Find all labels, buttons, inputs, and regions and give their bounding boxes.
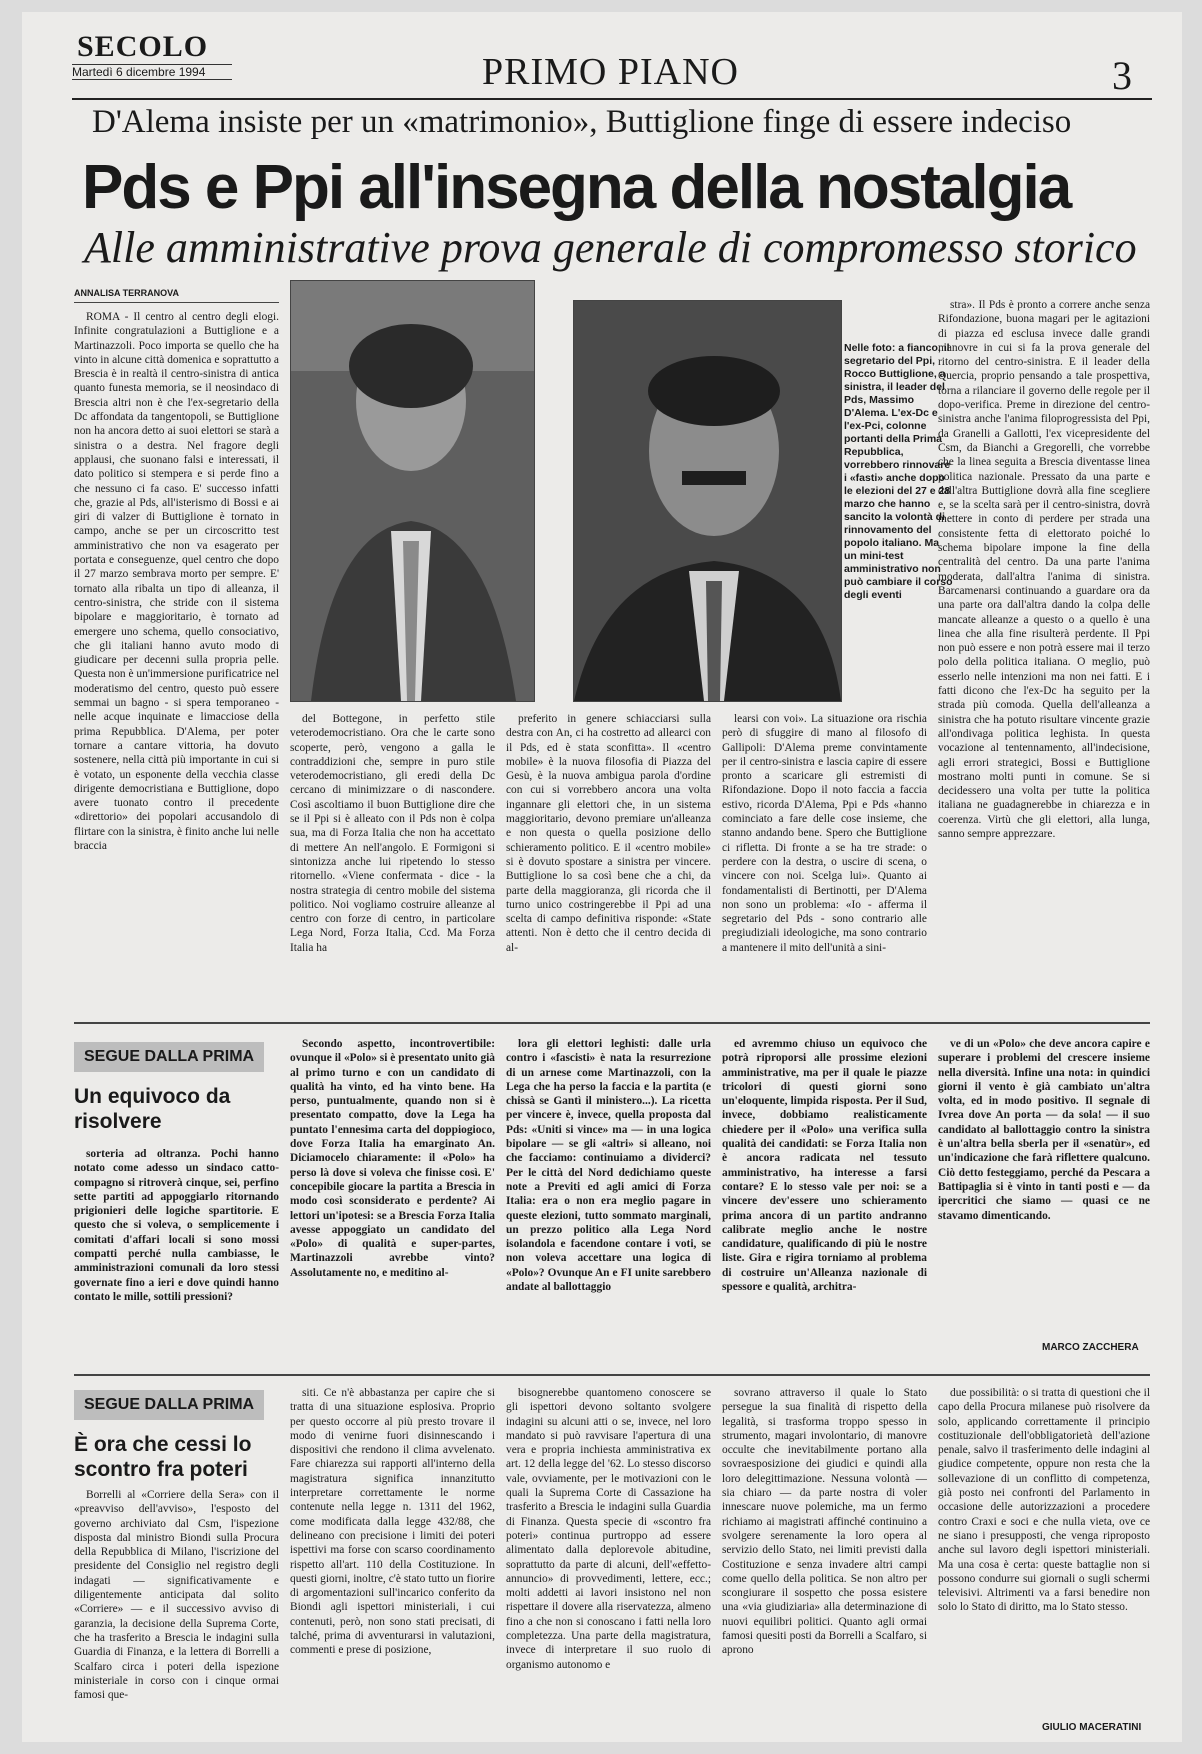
section-title: PRIMO PIANO <box>482 51 739 93</box>
section-divider <box>74 1022 1150 1024</box>
masthead: SECOLO <box>77 30 209 63</box>
box2-column-2: siti. Ce n'è abbastanza per capire che si tratta di una situazione esplosiva. Proprio per questo occorre al più presto trovare il modo di venirne fuori disinnescando i dispositivi che rendono il clima avvelenato. Fare chiarezza sui rapporti all'interno della magistratura significa innanzitutto interpretare correttamente le norme contenute nella legge n. 1311 del 1962, come modificata dalla legge 432/88, che delineano con precisione i limiti dei poteri ispettivi ma forse con scarso coordinamento rispetto all'art. 110 della Costituzione. In questi giorni, inoltre, c'è stato tutto un fiorire di argomentazioni sull'incarico conferito da Biondi agli ispettori ministeriali, i cui contenuti, però, non sono stati precisati, di talché, prima di avventurarsi in valutazioni, commenti e prese di posizione, <box>290 1387 495 1657</box>
portrait-photo-icon <box>574 301 841 701</box>
article-kicker: D'Alema insiste per un «matrimonio», Buttiglione finge di essere indeciso <box>92 104 1072 140</box>
box1-column-3: lora gli elettori leghisti: dalle urla contro i «fascisti» è nata la resurrezione di un arnese come Martinazzoli, con la Lega che ha perso la faccia e la partita (e chissà se Gantì il ministero...). La ricetta per vincere è, invece, quella proposta dal Pds: «Uniti si vince» ma — in una logica bipolare — se gli «altri» si alleano, noi che facciamo: continuiamo a dividerci? Per le città del Nord dedichiamo queste note a Previti ed agli amici di Forza Italia: era o non era meglio pagare in queste elezioni, tutto sommato marginali, un prezzo politico alla Lega Nord isolandola e facendone contare i voti, se non voleva accettare una logica di «Polo»? Ovunque An e FI unite sarebbero andate al ballottaggio <box>506 1038 711 1294</box>
box2-column-3: bisognerebbe quantomeno conoscere se gli ispettori devono soltanto svolgere indagini su alcuni atti o se, invece, nel loro mandato si può ravvisare l'apertura di una vera e propria inchiesta amministrativa ex art. 12 della legge del '62. Lo stesso discorso vale, ovviamente, per le motivazioni con le quali la Suprema Corte di Cassazione ha trasferito a Brescia le indagini sulla Guardia di Finanza. Questa specie di «scontro fra poteri» continua purtroppo ad essere alimentato dalla deplorevole abitudine, soprattutto da parte di alcuni, dell'«effetto-annuncio» di provvedimenti, lettere, ecc.; molti addetti ai lavori insistono nel non rispettare il dovere alla riservatezza, almeno fino a che non si conoscano i fatti nella loro completezza. Una parte della magistratura, invece di interpretare il suo ruolo di organismo autonomo e <box>506 1387 711 1671</box>
date-line: Martedì 6 dicembre 1994 <box>72 64 232 80</box>
box2-title: È ora che cessi lo scontro fra poteri <box>74 1433 252 1481</box>
article-column-3: preferito in genere schiacciarsi sulla destra con An, ci ha costretto ad allearci con il Pds, ed è stata sconfitta». Il «centro mobile» è la nuova filosofia di Piazza del Gesù, è la nuova ambigua parola d'ordine con cui si vorrebbero ancora una volta ingannare gli elettori che, in un sistema maggioritario, devono premiare un'alleanza e non questa o quella posizione dello schieramento politico. E il «centro mobile» si è dovuto spostare a sinistra per vincere. Buttiglione lo sa così bene che a chi, da parte della maggioranza, gli ricorda che il turno unico costringerebbe il Ppi ad una scelta di campo definitiva risponde: «State attenti. Non è detto che il centro decida di al- <box>506 713 711 954</box>
photo-dalema <box>573 300 842 702</box>
box2-column-1: Borrelli al «Corriere della Sera» con il «preavviso dell'avviso», l'esposto del governo archiviato dal Csm, l'ispezione disposta dal ministro Biondi sulla Procura della Repubblica di Milano, l'iscrizione del presidente del Consiglio nel registro degli indagati — significativamente e diligentemente anticipata dal solito «Corriere» — e il successivo avviso di garanzia, la decisione della Suprema Corte, che ha trasferito a Brescia le indagini sulla Guardia di Finanza, e la lettera di Borrelli a Scalfaro circa i poteri della ispezione ministeriale in corso con i cinque ormai famosi que- <box>74 1489 279 1702</box>
byline-rule <box>74 302 279 303</box>
byline: ANNALISA TERRANOVA <box>74 288 179 298</box>
photo-caption: Nelle foto: a fianco, il segretario del Ppi, Rocco Buttiglione, a sinistra, il leader del Pds, Massimo D'Alema. L'ex-Dc e l'ex-Pci, colonne portanti della Prima Repubblica, vorrebbero rinnovare i «fasti» anche dopo le elezioni del 27 e 28 marzo che hanno sancito la volontà di rinnovamento del popolo italiano. Ma un mini-test amministrativo non può cambiare il corso degli eventi <box>844 342 953 601</box>
box1-column-4: ed avremmo chiuso un equivoco che potrà riproporsi alle prossime elezioni amministrative, ma per il quale le piazze tricolori di questi giorni sono un'eloquente, limpida risposta. Per il Sud, invece, dobbiamo realisticamente chiedere per il «Polo» una verifica sulla qualità dei candidati: se Forza Italia non è ancora radicata nel tessuto amministrativo, ha interesse a farsi contare? E lo stesso vale per noi: se a vincere dev'essere uno schieramento prima ancora di un partito andranno calibrate meglio anche le nostre candidature, qualificando di più le nostre liste. Gira e rigira torniamo al problema di costruire un'Alleanza nazionale di spessore e qualità, architra- <box>722 1038 927 1294</box>
portrait-photo-icon <box>291 281 534 701</box>
article-column-4: learsi con voi». La situazione ora rischia però di sfuggire di mano al filosofo di Gallipoli: D'Alema preme convintamente per il centro-sinistra e lascia capire di essere pronto a scaricare gli estremisti di Rifondazione. Dopo il noto faccia a faccia estivo, ricorda D'Alema, Ppi e Pds «hanno cominciato a fare delle cose insieme, che stanno andando bene. Spero che Buttiglione ci rifletta. Di fronte a se ha tre strade: o perdere con la destra, o uscire di scena, o vincere con noi. Scelga lui». Quanto ai fondamentalisti di Bertinotti, per D'Alema non sono un problema: «Io - afferma il segretario del Pds - sono contrario alle pregiudiziali ideologiche, ma sono contrario a mantenere il mito dell'unità a sini- <box>722 713 927 954</box>
article-column-1: ROMA - Il centro al centro degli elogi. Infinite congratulazioni a Buttiglione e a Martinazzoli. Poco importa se quello che ha vinto in alcune città domenica e soprattutto a Brescia è in realtà il centro-sinistra di antica quanto funesta memoria, se il neosindaco di Brescia altri non è che l'ex-segretario della Dc affondata da tangentopoli, se Buttiglione non ha ancora detto ai suoi elettori se starà a sinistra o a destra. Nel fragore degli applausi, che suonano falsi e interessati, il dato politico si stempera e si perde fino a che nessuno ci fa caso. E' successo infatti che, grazie al Pds, all'isterismo di Bossi e ai giri di valzer di Buttiglione è tornato in campo, anche se per un circoscritto test amministrativo che non va esagerato per portata e conseguenze, quel centro che dopo il 27 marzo sembrava morto per sempre. E' tornato alla ribalta un tipo di alleanza, il centro-sinistra, che stride con il sistema bipolare e maggioritario, è tornato ad emergere uno schema, quello consociativo, che gli italiani hanno avuto modo di giudicare per decenni sulla propria pelle. Questa non è un'immersione purificatrice nel moderatismo del centro, questo può essere semmai un bagno - si spera temporaneo - nelle acque inquinate e limacciose della prima Repubblica. D'Alema, per poter tornare a cantare vittoria, ha dovuto sostenere, nella città più importante in cui si è votato, un esponente della vecchia classe dirigente democristiana e Buttiglione, dopo avere tuonato contro il precedente «direttorio» dei popolari accusandolo di flirtare con la sinistra, è finito anche lui nelle braccia <box>74 311 279 852</box>
page-number: 3 <box>1112 53 1132 98</box>
photo-buttiglione <box>290 280 535 702</box>
box2-signature: GIULIO MACERATINI <box>1042 1722 1142 1733</box>
box2-column-4: sovrano attraverso il quale lo Stato persegue la sua finalità di rispetto della legalità, si trasforma troppo spesso in strumento, magari involontario, di manovre occulte che inevitabilmente portano alla sovraesposizione dei giudici e quindi alla loro delegittimazione. Nessuna volontà — sia chiaro — da parte nostra di voler innescare nuove polemiche, ma un fermo richiamo ai magistrati affinché continuino a svolgere serenamente la loro opera al servizio dello Stato, nei limiti previsti dalla Costituzione e senza invadere altri campi come quello della politica. Se non altro per scongiurare il sospetto che possa esistere una «via giudiziaria» alla determinazione di nuovi equilibri politici. Quanto agli ormai famosi quesiti posti da Borrelli a Scalfaro, si aprono <box>722 1387 927 1657</box>
segue-badge: SEGUE DALLA PRIMA <box>74 1042 264 1072</box>
box1-column-5: ve di un «Polo» che deve ancora capire e superare i problemi del crescere insieme nella diversità. Infine una nota: in quindici giorni il vento è già cambiato un'altra volta, ed in modo positivo. Il segnale di Ivrea dove An porta — da sola! — il suo candidato al ballottaggio contro la sinistra è un'altra bella sberla per il «senatùr», ed un'indicazione che farà riflettere qualcuno. Ciò detto festeggiamo, perché da Pescara a Battipaglia si è vinto in tanti posti e — da ipercritici che siamo — quasi ce ne stavamo dimenticando. <box>938 1038 1150 1222</box>
article-headline: Pds e Ppi all'insegna della nostalgia <box>82 153 1071 222</box>
section-divider <box>74 1374 1150 1376</box>
segue-badge: SEGUE DALLA PRIMA <box>74 1390 264 1420</box>
newspaper-page <box>22 12 1182 1742</box>
box1-column-1: sorteria ad oltranza. Pochi hanno notato come adesso un sindaco catto-compagno si ritroverà cinque, sei, perfino sette partiti ad appoggiarlo ritornando prigionieri delle logiche spartitorie. E questo che si voleva, o semplicemente i comitati d'affari locali si sono mossi compatti perché nulla cambiasse, le amministrazioni comunali da loro stessi governate fino a ieri e dove quindi hanno contato le mille, sottili pressioni? <box>74 1148 279 1303</box>
box2-column-5: due possibilità: o si tratta di questioni che il capo della Procura milanese può risolvere da solo, applicando correttamente il principio costituzionale dell'obbligatorietà dell'azione penale, salvo il trasferimento delle indagini al giudice competente, oppure non resta che la sollevazione di un conflitto di competenza, già posto nei confronti del Parlamento in occasione delle autorizzazioni a procedere contro Craxi e soci e che nulla vieta, ove ce ne siano i presupposti, che venga riproposto anche sul lavoro degli ispettori ministeriali. Ma una cosa è certa: queste battaglie non si possono condurre sui giornali o sugli schermi televisivi. Altrimenti va a farsi benedire non solo lo Stato di diritto, ma lo Stato stesso. <box>938 1387 1150 1614</box>
article-subhead: Alle amministrative prova generale di compromesso storico <box>84 223 1137 272</box>
box1-title: Un equivoco da risolvere <box>74 1085 231 1133</box>
article-column-2: del Bottegone, in perfetto stile veterodemocristiano. Ora che le carte sono scoperte, però, vengono a galla le contraddizioni che, sempre in puro stile veterodemocristiano, gli eredi della Dc cercano di minimizzare o di nascondere. Così ascoltiamo il buon Buttiglione dire che se il Ppi si è alleato con il Pds non è colpa sua, ma di Forza Italia che non ha accettato di mettere An nell'angolo. E Formigoni si sintonizza anche lui ripetendo lo stesso ritornello. «Viene confermata - dice - la nostra strategia di centro mobile del sistema politico. Noi vogliamo costruire alleanze al centro con forze di centro, in particolare Lega Nord, Forza Italia, Ccd. Ma Forza Italia ha <box>290 713 495 954</box>
header-rule <box>72 98 1152 100</box>
box1-signature: MARCO ZACCHERA <box>1042 1342 1139 1353</box>
article-column-5: stra». Il Pds è pronto a correre anche senza Rifondazione, buona magari per le agitazioni di piazza ed esclusa invece dalle grandi manovre in cui si fa la prova generale del ritorno del centro-sinistra. E il leader della Quercia, proprio pensando a tale prospettiva, torna a rilanciare il governo delle regole per il dopo-verifica. Preme in direzione del centro-sinistra anche l'anima filoprogressista del Ppi, da Granelli a Gallotti, l'ex vicepresidente del Csm, da Bianchi a Gregorelli, che vorrebbe che la linea seguita a Brescia diventasse linea politica nazionale. Pressato da una parte e dall'altra Buttiglione dovrà alla fine scegliere e, se la scelta sarà per il centro-sinistra, dovrà mettere in conto di perdere per strada una consistente fetta di elettorato poiché lo schema bipolare impone la fine della centralità del centro. Da una parte l'anima moderata, dall'altra l'anima di sinistra. Barcamenarsi continuando a guardare ora da una parte ora dall'altra dando la colpa delle mancate alleanze a questo o a quello è una linea che alla fine risulterà perdente. Il Ppi non può essere e non potrà essere mai il terzo polo della politica italiana. O meglio, può esserlo nelle intenzioni ma non nei fatti. E i fatti dicono che l'ex-Dc ha seguito per la strada più comoda. Quella dell'alleanza a sinistra che ha potuto risultare vincente grazie all'ondivaga politica leghista. In questa vocazione al tentennamento, all'indecisione, agli errori strategici, Bossi e Buttiglione mostrano molti punti in comune. Se si decidessero una volta per tutte la politica italiana ne guadagnerebbe in chiarezza e in coerenza. Virtù che gli elettori, alla lunga, sanno sempre apprezzare. <box>938 299 1150 840</box>
box1-column-2: Secondo aspetto, incontrovertibile: ovunque il «Polo» si è presentato unito già al primo turno e con un candidato di qualità ha vinto, ed ha vinto bene. Ha perso, puntualmente, quando non si è presentato compatto, dove la Lega ha puntato l'ennesima carta del doppiogioco, dove Forza Italia ha emarginato An. Diciamocelo chiaramente: il «Polo» ha perso là dove si voleva che finisse così. E' concepibile giocare la partita a Brescia in modo così sconsiderato e perdente? Ai lettori un'ipotesi: se a Brescia Forza Italia avesse appoggiato un candidato del «Polo» di qualità e super-partes, Martinazzoli avrebbe vinto? Assolutamente no, e meditino al- <box>290 1038 495 1279</box>
